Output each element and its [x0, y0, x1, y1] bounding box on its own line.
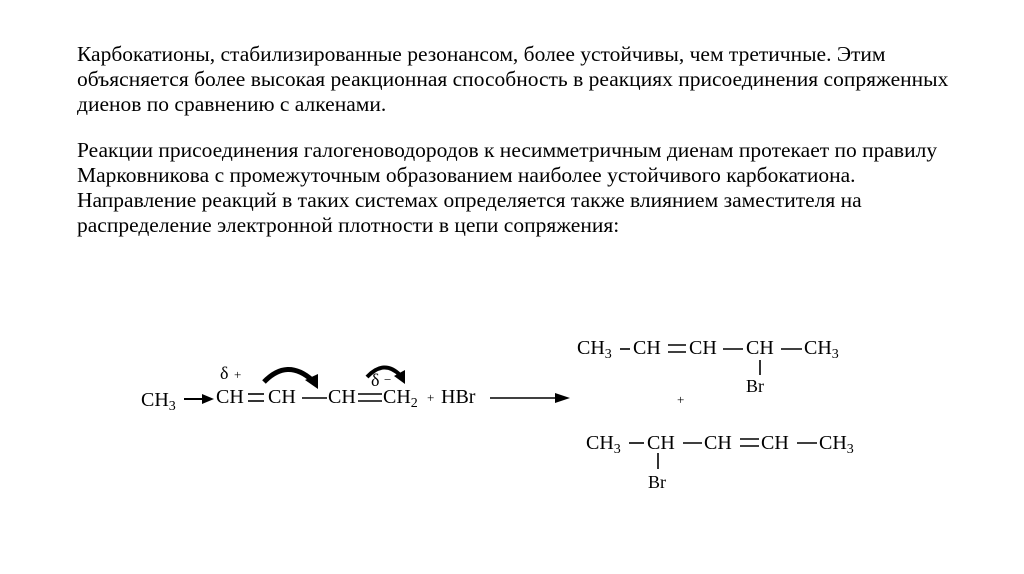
product2-c3: CH — [704, 432, 732, 454]
product2-c5: $CH_3$ — [819, 432, 854, 457]
products-plus: + — [677, 392, 685, 407]
reactant-ch-a: CH — [216, 386, 244, 408]
product1-c3: CH — [689, 337, 717, 359]
reactant-ch2: $CH_2$ — [383, 386, 418, 411]
reactant-plus: + — [427, 390, 435, 405]
reactant-ch-b: CH — [268, 386, 296, 408]
product2-c1: $CH_3$ — [586, 432, 621, 457]
delta-plus-symbol: δ — [220, 363, 229, 383]
product1-c1: $CH_3$ — [577, 337, 612, 362]
delta-minus-symbol: δ — [371, 370, 380, 390]
paragraph-markovnikov: Реакции присоединения галогеноводородов к несимметричным диенам протекает по правилу Марковникова с промежуточным образованием наиболее устойчивого карбокатиона. Направление реакций в таких системах определяется также влиянием заместителя на распределение электронной плотности в цепи сопряжения: — [77, 138, 938, 237]
paragraph-resonance: Карбокатионы, стабилизированные резонансом, более устойчивы, чем третичные. Этим объясняется более высокая реакционная способность в реакциях присоединения сопряженных диенов по сравнению с алкенами. — [77, 42, 949, 116]
product1-c2: CH — [633, 337, 661, 359]
reagent-hbr: HBr — [441, 386, 476, 408]
reaction-arrow — [490, 393, 570, 403]
product1-br: Br — [746, 376, 764, 396]
reactant-ch3: $CH_3$ — [141, 389, 176, 414]
inductive-arrow — [184, 394, 214, 404]
product2-c2: CH — [647, 432, 675, 454]
delta-minus-sign: − — [384, 372, 392, 387]
product2-br: Br — [648, 472, 666, 492]
reactant-ch-c: CH — [328, 386, 356, 408]
delta-plus-sign: + — [234, 367, 242, 382]
product2-c4: CH — [761, 432, 789, 454]
product1-c5: $CH_3$ — [804, 337, 839, 362]
product1-c4: CH — [746, 337, 774, 359]
